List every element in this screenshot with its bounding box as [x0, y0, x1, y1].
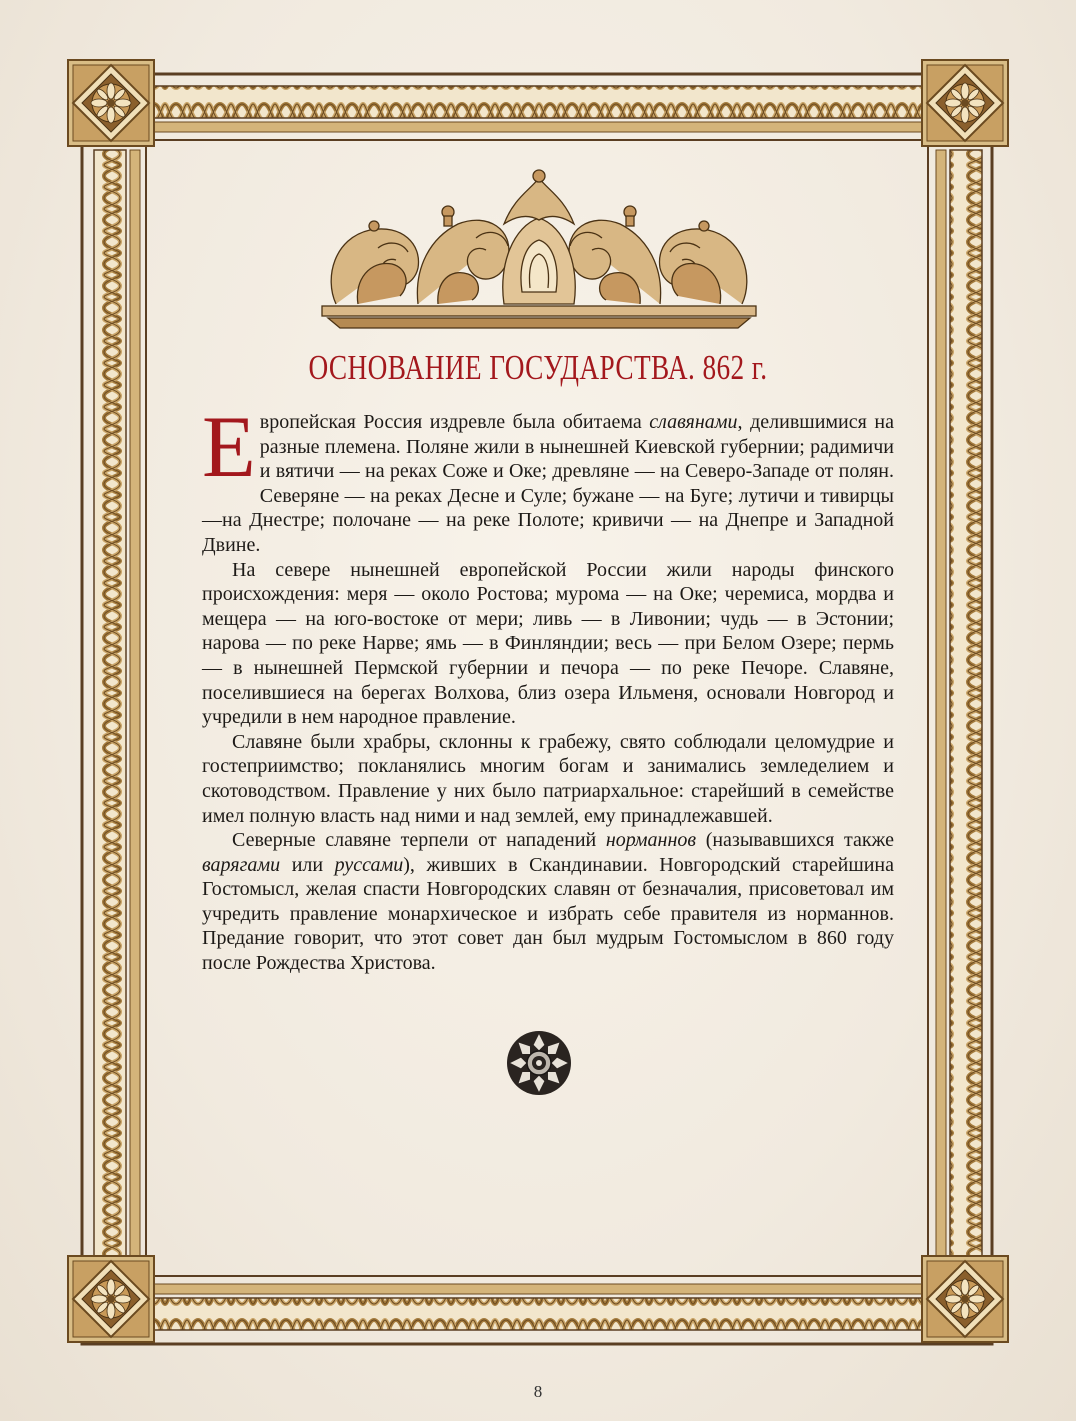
italic-term: норманнов — [605, 829, 697, 852]
rosette-ornament-icon — [506, 1030, 572, 1096]
body-text — [202, 399, 894, 976]
body-paragraph — [202, 399, 894, 558]
text-run: ), живших в Скандинавии. Новгородский старейшина Гостомысл, желая спасти Новгородских славян от безначалия, присоветовал им учредить правление монархическое и избрать себе правителя из норманнов. Предание говорит, что этот совет дан был мудрым Гостомыслом в 860 году после Рождества Христова. — [202, 853, 894, 975]
drop-cap: Е — [202, 399, 256, 496]
text-run: или — [280, 853, 335, 876]
header-ornament — [318, 168, 760, 336]
text-run: (называвшихся также — [696, 829, 894, 852]
text-run: , делившимися на разные племена. Поляне жили в нынешней Киевской губернии; радимичи и вятичи — на реках Соже и Оке; древляне — на Северо-Западе от полян. Северяне — на реках Десне и Суле; бужане — на Буге; лутичи и тивирцы —на Днестре; полочане — на реке Полоте; кривичи — на Днепре и Западной Двине. — [202, 411, 894, 556]
body-paragraph — [202, 558, 894, 730]
text-run: вропейская Россия издревле была обитаема — [259, 411, 650, 433]
text-run: На севере нынешней европейской России жили народы финского происхождения: меря — около Ростова; мурома — на Оке; черемиса, мордва и мещера — на юго-востоке от мери; ливь — в Ливонии; чудь — в Эстонии; нарова — по реке Нарве; ямь — в Финляндии; весь — при Белом Озере; пермь — в нынешней Пермской губернии и печора — по реке Печоре. Славяне, поселившиеся на берегах Волхова, близ озера Ильменя, основали Новгород и учредили в нем народное правление. — [202, 558, 894, 729]
page-title: ОСНОВАНИЕ ГОСУДАРСТВА. 862 г. — [308, 348, 768, 387]
text-run: Северные славяне терпели от нападений — [232, 829, 606, 852]
italic-term: руссами — [334, 853, 404, 876]
italic-term: варягами — [202, 853, 281, 876]
body-paragraph — [202, 828, 894, 976]
text-run: Славяне были храбры, склонны к грабежу, свято соблюдали целомудрие и гостеприимство; покланялись многим богам и занимались земледелием и скотоводством. Правление у них было патриархальное: старейший в семействе имел полную власть над ними и над землей, ему принадлежавшей. — [202, 730, 894, 827]
italic-term: славянами — [649, 411, 738, 433]
body-paragraph — [202, 730, 894, 828]
page-number: 8 — [533, 1382, 543, 1401]
